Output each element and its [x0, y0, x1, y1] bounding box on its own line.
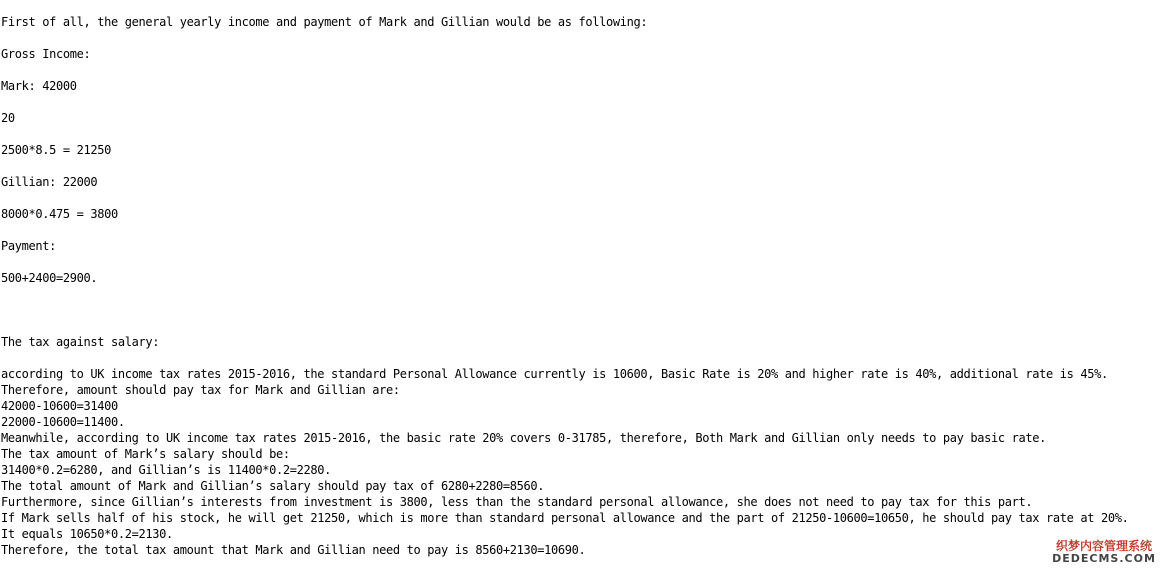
text-line: Meanwhile, according to UK income tax rates 2015-2016, the basic rate 20% covers 0-31785, therefore, Both Mark and Gillian only needs to pay basic rate.: [1, 431, 1046, 445]
intro-paragraph: First of all, the general yearly income and payment of Mark and Gillian would be as following:: [1, 15, 648, 29]
gillian-income-line: Gillian: 22000: [1, 175, 98, 189]
text-line: Furthermore, since Gillian’s interests from investment is 3800, less than the standard personal allowance, she does not need to pay tax for this part.: [1, 495, 1033, 509]
mark-income-line: Mark: 42000: [1, 79, 77, 93]
calculation-line: 22000-10600=11400.: [1, 415, 125, 429]
dedecms-watermark: [1053, 539, 1155, 565]
watermark-domain-text: DEDECMS.COM: [1052, 551, 1156, 565]
text-line: Therefore, amount should pay tax for Mark and Gillian are:: [1, 383, 400, 397]
text-line: 20: [1, 111, 15, 125]
tax-heading: The tax against salary:: [1, 335, 160, 349]
calculation-line: 2500*8.5 = 21250: [1, 143, 111, 157]
payment-heading: Payment:: [1, 239, 56, 253]
watermark-chinese-text: 织梦内容管理系统: [1055, 538, 1152, 553]
text-line: The tax amount of Mark’s salary should be:: [1, 447, 290, 461]
conclusion-line: Therefore, the total tax amount that Mark and Gillian need to pay is 8560+2130=10690.: [1, 543, 586, 557]
text-line: If Mark sells half of his stock, he will get 21250, which is more than standard personal allowance and the part of 21250-10600=10650, he should pay tax rate at 20%.: [1, 511, 1129, 525]
text-line: The total amount of Mark and Gillian’s salary should pay tax of 6280+2280=8560.: [1, 479, 545, 493]
text-line: according to UK income tax rates 2015-2016, the standard Personal Allowance currently is 10600, Basic Rate is 20% and higher rate is 40%, additional rate is 45%.: [1, 367, 1108, 381]
calculation-line: It equals 10650*0.2=2130.: [1, 527, 173, 541]
calculation-line: 31400*0.2=6280, and Gillian’s is 11400*0.2=2280.: [1, 463, 331, 477]
payment-line: 500+2400=2900.: [1, 271, 98, 285]
gross-income-heading: Gross Income:: [1, 47, 91, 61]
calculation-line: 8000*0.475 = 3800: [1, 207, 118, 221]
calculation-line: 42000-10600=31400: [1, 399, 118, 413]
